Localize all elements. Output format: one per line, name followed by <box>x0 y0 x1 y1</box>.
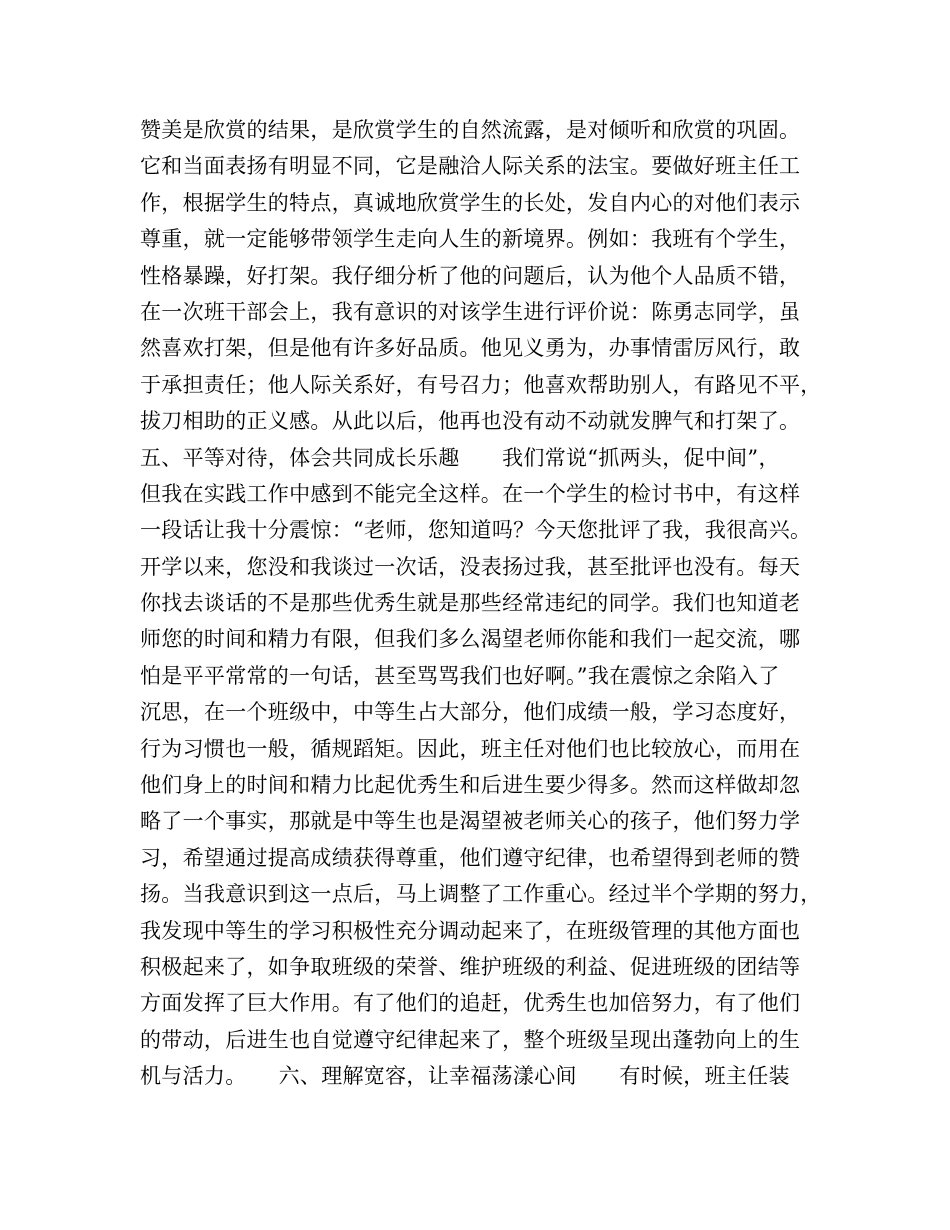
text-line: 我发现中等生的学习积极性充分调动起来了，在班级管理的其他方面也 <box>140 918 801 943</box>
text-line: 机与活力。 六、理解宽容，让幸福荡漾心间 有时候，班主任装 <box>140 1064 790 1089</box>
text-line: 开学以来，您没和我谈过一次话，没表扬过我，甚至批评也没有。每天 <box>140 554 801 579</box>
text-line: 于承担责任；他人际关系好，有号召力；他喜欢帮助别人，有路见不平， <box>140 372 822 397</box>
text-line: 扬。当我意识到这一点后，马上调整了工作重心。经过半个学期的努力， <box>140 882 822 907</box>
text-line: 性格暴躁，好打架。我仔细分析了他的问题后，认为他个人品质不错， <box>140 263 801 288</box>
text-line: 拔刀相助的正义感。从此以后，他再也没有动不动就发脾气和打架了。 <box>140 409 801 434</box>
text-line: 他们身上的时间和精力比起优秀生和后进生要少得多。然而这样做却忽 <box>140 773 801 798</box>
text-line: 积极起来了，如争取班级的荣誉、维护班级的利益、促进班级的团结等 <box>140 954 801 979</box>
text-line: 然喜欢打架，但是他有许多好品质。他见义勇为，办事情雷厉风行，敢 <box>140 336 801 361</box>
text-line: 沉思，在一个班级中，中等生占大部分，他们成绩一般，学习态度好， <box>140 700 801 725</box>
text-line: 五、平等对待，体会共同成长乐趣 我们常说“抓两头，促中间”， <box>140 445 780 470</box>
text-line: 你找去谈话的不是那些优秀生就是那些经常违纪的同学。我们也知道老 <box>140 591 801 616</box>
text-line: 略了一个事实，那就是中等生也是渴望被老师关心的孩子，他们努力学 <box>140 809 801 834</box>
text-line: 作，根据学生的特点，真诚地欣赏学生的长处，发自内心的对他们表示 <box>140 190 801 215</box>
text-line: 师您的时间和精力有限，但我们多么渴望老师你能和我们一起交流，哪 <box>140 627 801 652</box>
text-line: 怕是平平常常的一句话，甚至骂骂我们也好啊。”我在震惊之余陷入了 <box>140 663 780 688</box>
text-line: 一段话让我十分震惊：“老师，您知道吗？今天您批评了我，我很高兴。 <box>140 518 812 543</box>
text-line: 在一次班干部会上，我有意识的对该学生进行评价说：陈勇志同学，虽 <box>140 299 801 324</box>
text-line: 它和当面表扬有明显不同，它是融洽人际关系的法宝。要做好班主任工 <box>140 154 801 179</box>
text-line: 方面发挥了巨大作用。有了他们的追赶，优秀生也加倍努力，有了他们 <box>140 991 801 1016</box>
text-line: 尊重，就一定能够带领学生走向人生的新境界。例如：我班有个学生， <box>140 227 801 252</box>
text-line: 的带动，后进生也自觉遵守纪律起来了，整个班级呈现出蓬勃向上的生 <box>140 1027 801 1052</box>
text-line: 赞美是欣赏的结果，是欣赏学生的自然流露，是对倾听和欣赏的巩固。 <box>140 118 801 142</box>
text-line: 行为习惯也一般，循规蹈矩。因此，班主任对他们也比较放心，而用在 <box>140 736 801 761</box>
text-line: 但我在实践工作中感到不能完全这样。在一个学生的检讨书中，有这样 <box>140 481 801 506</box>
text-line: 习，希望通过提高成绩获得尊重，他们遵守纪律，也希望得到老师的赞 <box>140 845 801 870</box>
body-text <box>140 112 830 1095</box>
